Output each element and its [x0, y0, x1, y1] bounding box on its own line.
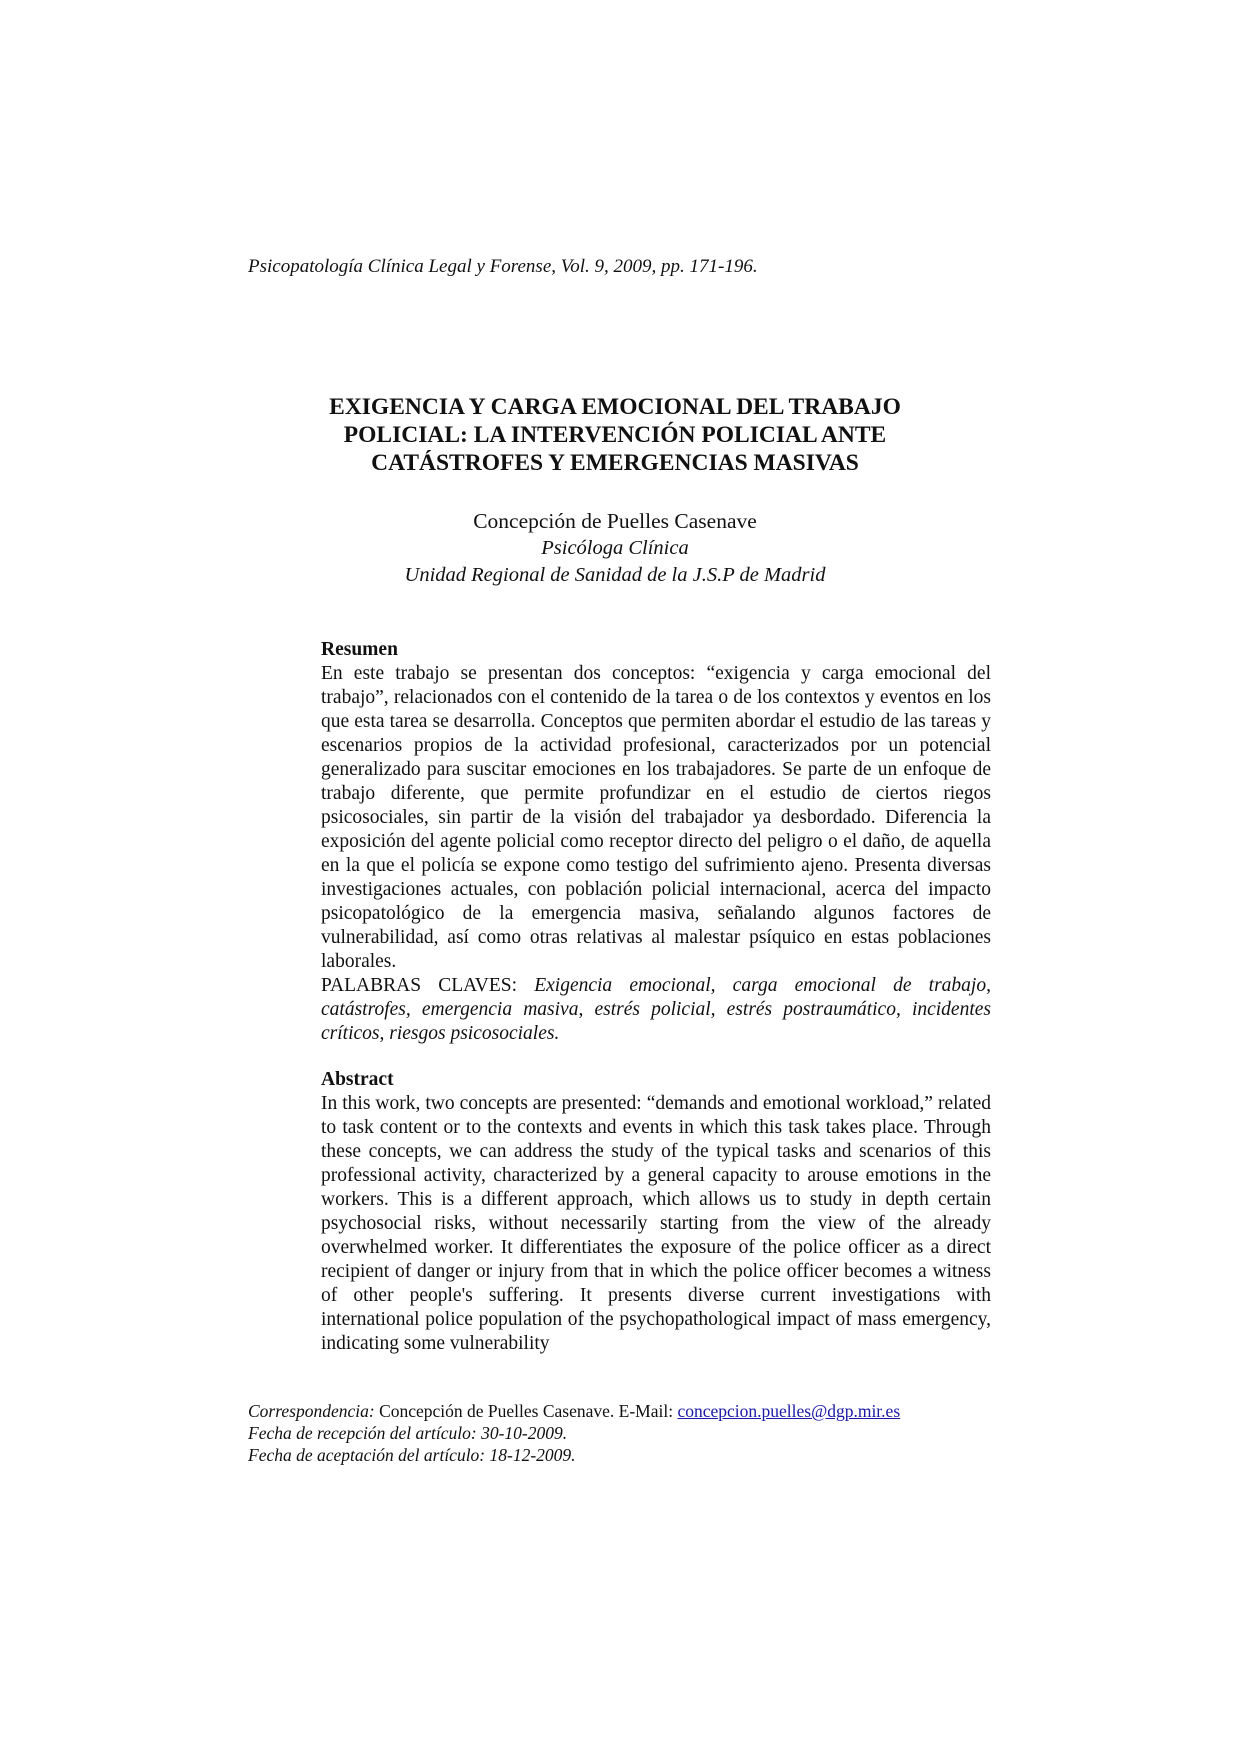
journal-citation: Psicopatología Clínica Legal y Forense, Vol. 9, 2009, pp. 171-196.: [248, 256, 758, 277]
article-title: [248, 393, 982, 477]
received-date: Fecha de recepción del artículo: 30-10-2009.: [248, 1423, 568, 1443]
author-affiliation: Unidad Regional de Sanidad de la J.S.P de Madrid: [404, 564, 826, 586]
resumen-section: [321, 638, 991, 1046]
resumen-body: En este trabajo se presentan dos conceptos: “exigencia y carga emocional del trabajo”, relacionados con el contenido de la tarea o de los contextos y eventos en los que esta tarea se desarrolla. Conceptos que permiten abordar el estudio de las tareas y escenarios propios de la actividad profesional, caracterizados por un potencial generalizado para suscitar emociones en los trabajadores. Se parte de un enfoque de trabajo diferente, que permite profundizar en el estudio de ciertos riegos psicosociales, sin partir de la visión del trabajador ya desbordado. Diferencia la exposición del agente policial como receptor directo del peligro o el daño, de aquella en la que el policía se expone como testigo del sufrimiento ajeno. Presenta diversas investigaciones actuales, con población policial internacional, acerca del impacto psicopatológico de la emergencia masiva, señalando algunos factores de vulnerabilidad, así como otras relativas al malestar psíquico en estas poblaciones laborales.: [321, 663, 991, 972]
abstract-heading: Abstract: [321, 1069, 394, 1090]
author-name: Concepción de Puelles Casenave: [473, 509, 757, 533]
author-role: Psicóloga Clínica: [541, 537, 689, 559]
resumen-heading: Resumen: [321, 639, 398, 660]
correspondence-line: [248, 1400, 1008, 1422]
email-link[interactable]: concepcion.puelles@dgp.mir.es: [677, 1401, 901, 1421]
title-line-1: EXIGENCIA Y CARGA EMOCIONAL DEL TRABAJO: [329, 394, 901, 420]
keywords-label: PALABRAS CLAVES:: [321, 975, 518, 996]
footnote-block: [248, 1400, 1008, 1466]
keywords-terms: Exigencia emocional, carga emocional de trabajo, catástrofes, emergencia masiva, estrés policial, estrés postraumático, incidentes críticos, riesgos psicosociales.: [321, 975, 991, 1044]
abstract-section: [321, 1068, 991, 1356]
title-line-2: POLICIAL: LA INTERVENCIÓN POLICIAL ANTE: [343, 422, 887, 448]
abstract-body: In this work, two concepts are presented: “demands and emotional workload,” related to task content or to the contexts and events in which this task takes place. Through these concepts, we can address the study of the typical tasks and scenarios of this professional activity, characterized by a general capacity to arouse emotions in the workers. This is a different approach, which allows us to study in depth certain psychosocial risks, without necessarily starting from the view of the already overwhelmed worker. It differentiates the exposure of the police officer as a direct recipient of danger or injury from that in which the police officer becomes a witness of other people's suffering. It presents diverse current investigations with international police population of the psychopathological impact of mass emergency, indicating some vulnerability: [321, 1093, 991, 1354]
author-block: [248, 507, 982, 589]
correspondence-text: Concepción de Puelles Casenave. E-Mail:: [379, 1401, 674, 1421]
correspondence-label: Correspondencia:: [248, 1401, 375, 1421]
accepted-date: Fecha de aceptación del artículo: 18-12-2009.: [248, 1445, 576, 1465]
keywords-paragraph: [321, 974, 991, 1046]
title-line-3: CATÁSTROFES Y EMERGENCIAS MASIVAS: [371, 450, 859, 476]
